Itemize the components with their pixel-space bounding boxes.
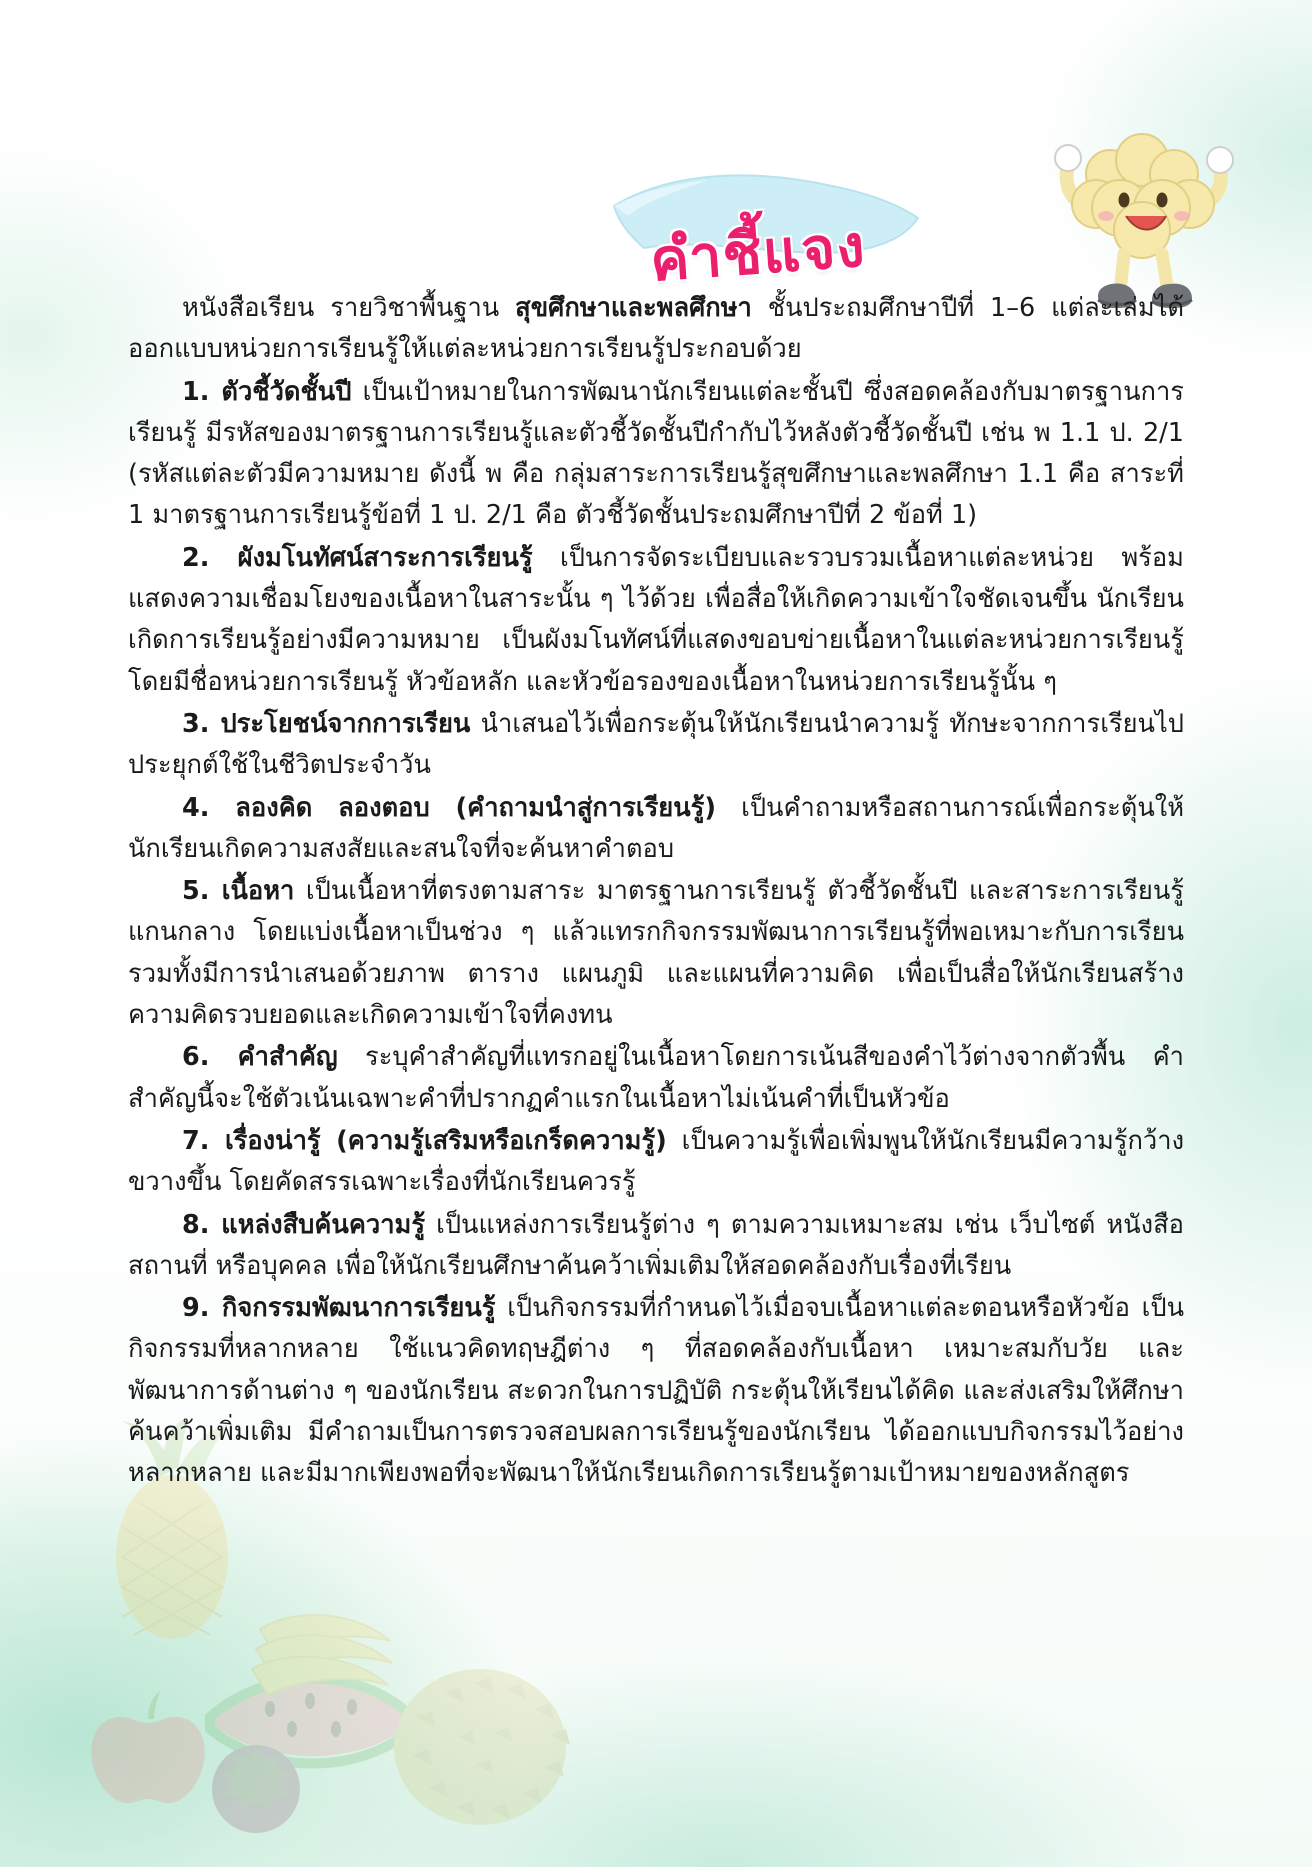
paragraph-item-9 (128, 1288, 1184, 1494)
page-title: คำชี้แจง (647, 211, 868, 295)
item-6-lead: 6. คำสำคัญ (182, 1042, 338, 1073)
header (0, 96, 1312, 296)
item-7-text: เป็นความรู้เพื่อเพิ่มพูนให้นักเรียนมีความรู้กว้างขวางขึ้น โดยคัดสรรเฉพาะเรื่องที่นักเรียนควรรู้ (128, 1125, 1185, 1198)
item-3-lead: 3. ประโยชน์จากการเรียน (182, 708, 471, 739)
paragraph-item-8 (128, 1205, 1184, 1288)
item-1-lead: 1. ตัวชี้วัดชั้นปี (182, 376, 352, 407)
item-5-text: เป็นเนื้อหาที่ตรงตามสาระ มาตรฐานการเรียนรู้ ตัวชี้วัดชั้นปี และสาระการเรียนรู้แกนกลาง โดยแบ่งเนื้อหาเป็นช่วง ๆ แล้วแทรกกิจกรรมพัฒนาการเรียนรู้ที่พอเหมาะกับการเรียน รวมทั้งมีการนำเสนอด้วยภาพ ตาราง แผนภูมิ และแผนที่ความคิด เพื่อเป็นสื่อให้นักเรียนสร้างความคิดรวบยอดและเกิดความเข้าใจที่คงทน (128, 876, 1185, 1031)
subject-name: สุขศึกษาและพลศึกษา (515, 293, 752, 323)
item-7-lead: 7. เรื่องน่ารู้ (ความรู้เสริมหรือเกร็ดความรู้) (182, 1125, 667, 1156)
item-9-lead: 9. กิจกรรมพัฒนาการเรียนรู้ (182, 1293, 496, 1324)
paragraph-item-4 (128, 788, 1184, 871)
paragraph-item-6 (128, 1037, 1184, 1120)
paragraph-item-5 (128, 871, 1184, 1036)
item-2-lead: 2. ผังมโนทัศน์สาระการเรียนรู้ (182, 542, 533, 573)
paragraph-item-1 (128, 372, 1184, 537)
document-body (128, 288, 1184, 1496)
item-8-text: เป็นแหล่งการเรียนรู้ต่าง ๆ ตามความเหมาะสม เช่น เว็บไซต์ หนังสือ สถานที่ หรือบุคคล เพื่อให้นักเรียนศึกษาค้นคว้าเพิ่มเติมให้สอดคล้องกับเรื่องที่เรียน (128, 1209, 1184, 1281)
paragraph-item-2 (128, 538, 1184, 703)
item-2-text: เป็นการจัดระเบียบและรวบรวมเนื้อหาแต่ละหน่วย พร้อมแสดงความเชื่อมโยงของเนื้อหาในสาระนั้น ๆ ไว้ด้วย เพื่อสื่อให้เกิดความเข้าใจชัดเจนขึ้น นักเรียนเกิดการเรียนรู้อย่างมีความหมาย เป็นผังมโนทัศน์ที่แสดงขอบข่ายเนื้อหาในแต่ละหน่วยการเรียนรู้ โดยมีชื่อหน่วยการเรียนรู้ หัวข้อหลัก และหัวข้อรองของเนื้อหาในหน่วยการเรียนรู้นั้น ๆ (128, 542, 1184, 697)
item-8-lead: 8. แหล่งสืบค้นความรู้ (182, 1209, 426, 1240)
item-4-lead: 4. ลองคิด ลองตอบ (คำถามนำสู่การเรียนรู้) (182, 792, 717, 823)
paragraph-item-3 (128, 704, 1184, 787)
item-5-lead: 5. เนื้อหา (182, 876, 295, 907)
item-4-text: เป็นคำถามหรือสถานการณ์เพื่อกระตุ้นให้นักเรียนเกิดความสงสัยและสนใจที่จะค้นหาคำตอบ (128, 792, 1185, 864)
paragraph-intro: หนังสือเรียน รายวิชาพื้นฐาน สุขศึกษาและพลศึกษา ชั้นประถมศึกษาปีที่ 1–6 แต่ละเล่มได้ออกแบบหน่วยการเรียนรู้ให้แต่ละหน่วยการเรียนรู้ประกอบด้วย (128, 293, 1185, 365)
item-3-text: นำเสนอไว้เพื่อกระตุ้นให้นักเรียนนำความรู้ ทักษะจากการเรียนไปประยุกต์ใช้ในชีวิตประจำวัน (128, 708, 1184, 781)
item-9-text: เป็นกิจกรรมที่กำหนดไว้เมื่อจบเนื้อหาแต่ละตอนหรือหัวข้อ เป็นกิจกรรมที่หลากหลาย ใช้แนวคิดทฤษฎีต่าง ๆ ที่สอดคล้องกับเนื้อหา เหมาะสมกับวัย และพัฒนาการด้านต่าง ๆ ของนักเรียน สะดวกในการปฏิบัติ กระตุ้นให้เรียนได้คิด และส่งเสริมให้ศึกษาค้นคว้าเพิ่มเติม มีคำถามเป็นการตรวจสอบผลการเรียนรู้ของนักเรียน ได้ออกแบบกิจกรรมไว้อย่างหลากหลาย และมีมากเพียงพอที่จะพัฒนาให้นักเรียนเกิดการเรียนรู้ตามเป้าหมายของหลักสูตร (128, 1293, 1184, 1489)
item-6-text: ระบุคำสำคัญที่แทรกอยู่ในเนื้อหาโดยการเน้นสีของคำไว้ต่างจากตัวพื้น คำสำคัญนี้จะใช้ตัวเน้นเฉพาะคำที่ปรากฏคำแรกในเนื้อหาไม่เน้นคำที่เป็นหัวข้อ (128, 1042, 1184, 1114)
item-1-text: เป็นเป้าหมายในการพัฒนานักเรียนแต่ละชั้นปี ซึ่งสอดคล้องกับมาตรฐานการเรียนรู้ มีรหัสของมาตรฐานการเรียนรู้และตัวชี้วัดชั้นปีกำกับไว้หลังตัวชี้วัดชั้นปี เช่น พ 1.1 ป. 2/1 (รหัสแต่ละตัวมีความหมาย ดังนี้ พ คือ กลุ่มสาระการเรียนรู้สุขศึกษาและพลศึกษา 1.1 คือ สาระที่ 1 มาตรฐานการเรียนรู้ข้อที่ 1 ป. 2/1 คือ ตัวชี้วัดชั้นประถมศึกษาปีที่ 2 ข้อที่ 1) (128, 376, 1184, 531)
paragraph-item-7 (128, 1121, 1184, 1204)
